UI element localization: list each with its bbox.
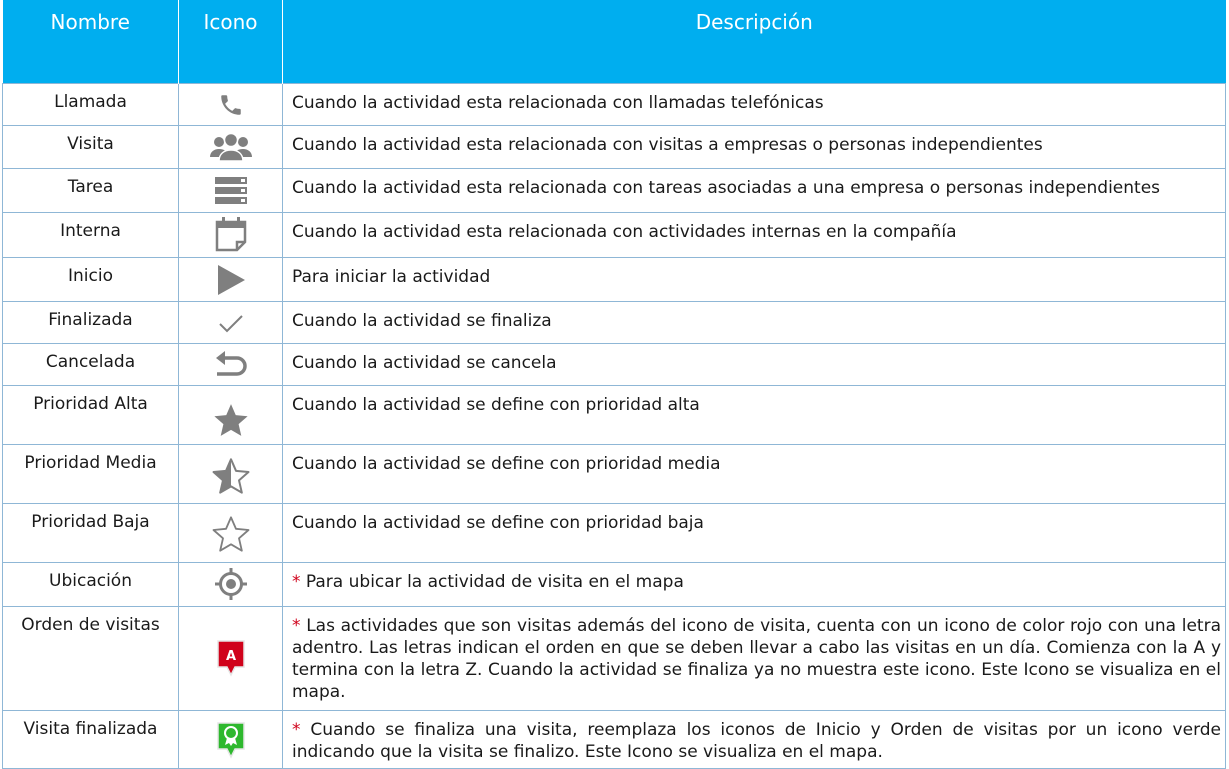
row-description: Cuando la actividad se define con prioridad alta: [283, 386, 1226, 445]
table-row: [3, 711, 1226, 769]
table-row: [3, 445, 1226, 504]
row-description: Cuando la actividad esta relacionada con actividades internas en la compañía: [283, 213, 1226, 258]
icon-legend-table: [2, 0, 1226, 769]
row-name: Prioridad Media: [3, 445, 179, 504]
row-name: Ubicación: [3, 563, 179, 607]
play-icon: [216, 264, 246, 296]
table-row: [3, 607, 1226, 711]
row-name: Orden de visitas: [3, 607, 179, 711]
row-description: * Para ubicar la actividad de visita en el mapa: [283, 563, 1226, 607]
row-name: Tarea: [3, 169, 179, 213]
row-description: Para iniciar la actividad: [283, 258, 1226, 302]
row-description: Cuando la actividad se cancela: [283, 344, 1226, 386]
undo-icon: [213, 350, 249, 380]
row-name: Prioridad Baja: [3, 504, 179, 563]
people-group-icon: [209, 131, 253, 163]
star-filled-icon: [212, 401, 250, 439]
row-description: Cuando la actividad esta relacionada con tareas asociadas a una empresa o personas independientes: [283, 169, 1226, 213]
row-description: * Cuando se finaliza una visita, reemplaza los iconos de Inicio y Orden de visitas por un icono verde indicando que la visita se finalizo. Este Icono se visualiza en el mapa.: [283, 711, 1226, 769]
table-row: [3, 258, 1226, 302]
row-name: Visita: [3, 126, 179, 169]
red-map-marker-icon: [216, 639, 246, 677]
row-name: Llamada: [3, 84, 179, 126]
required-asterisk: *: [292, 572, 301, 592]
table-header-row: [3, 0, 1226, 84]
row-name: Prioridad Alta: [3, 386, 179, 445]
table-row: [3, 563, 1226, 607]
marker-letter: A: [225, 649, 236, 664]
row-description: Cuando la actividad esta relacionada con visitas a empresas o personas independientes: [283, 126, 1226, 169]
table-row: [3, 213, 1226, 258]
row-name: Inicio: [3, 258, 179, 302]
header-icon: Icono: [179, 0, 283, 84]
table-row: [3, 302, 1226, 344]
header-name: Nombre: [3, 0, 179, 84]
phone-icon: [218, 92, 244, 118]
row-name: Cancelada: [3, 344, 179, 386]
required-asterisk: *: [292, 720, 301, 740]
row-description: * Las actividades que son visitas además del icono de visita, cuenta con un icono de color rojo con una letra adentro. Las letras indican el orden en que se deben llevar a cabo las visitas en un día. Comienza con la A y termina con la letra Z. Cuando la actividad se finaliza ya no muestra este icono. Este Icono se visualiza en el mapa.: [283, 607, 1226, 711]
calendar-icon: [214, 216, 248, 252]
header-description: Descripción: [283, 0, 1226, 84]
row-description: Cuando la actividad esta relacionada con llamadas telefónicas: [283, 84, 1226, 126]
table-row: [3, 126, 1226, 169]
row-description: Cuando la actividad se define con prioridad baja: [283, 504, 1226, 563]
location-target-icon: [214, 567, 248, 601]
green-award-marker-icon: [216, 721, 246, 759]
table-row: [3, 84, 1226, 126]
table-row: [3, 386, 1226, 445]
row-name: Visita finalizada: [3, 711, 179, 769]
star-half-icon: [211, 456, 251, 496]
row-name: Interna: [3, 213, 179, 258]
row-description: Cuando la actividad se finaliza: [283, 302, 1226, 344]
required-asterisk: *: [292, 616, 301, 636]
checkmark-icon: [217, 312, 245, 336]
star-outline-icon: [211, 514, 251, 554]
row-description: Cuando la actividad se define con prioridad media: [283, 445, 1226, 504]
table-row: [3, 169, 1226, 213]
table-row: [3, 504, 1226, 563]
table-row: [3, 344, 1226, 386]
row-name: Finalizada: [3, 302, 179, 344]
list-icon: [214, 175, 248, 207]
